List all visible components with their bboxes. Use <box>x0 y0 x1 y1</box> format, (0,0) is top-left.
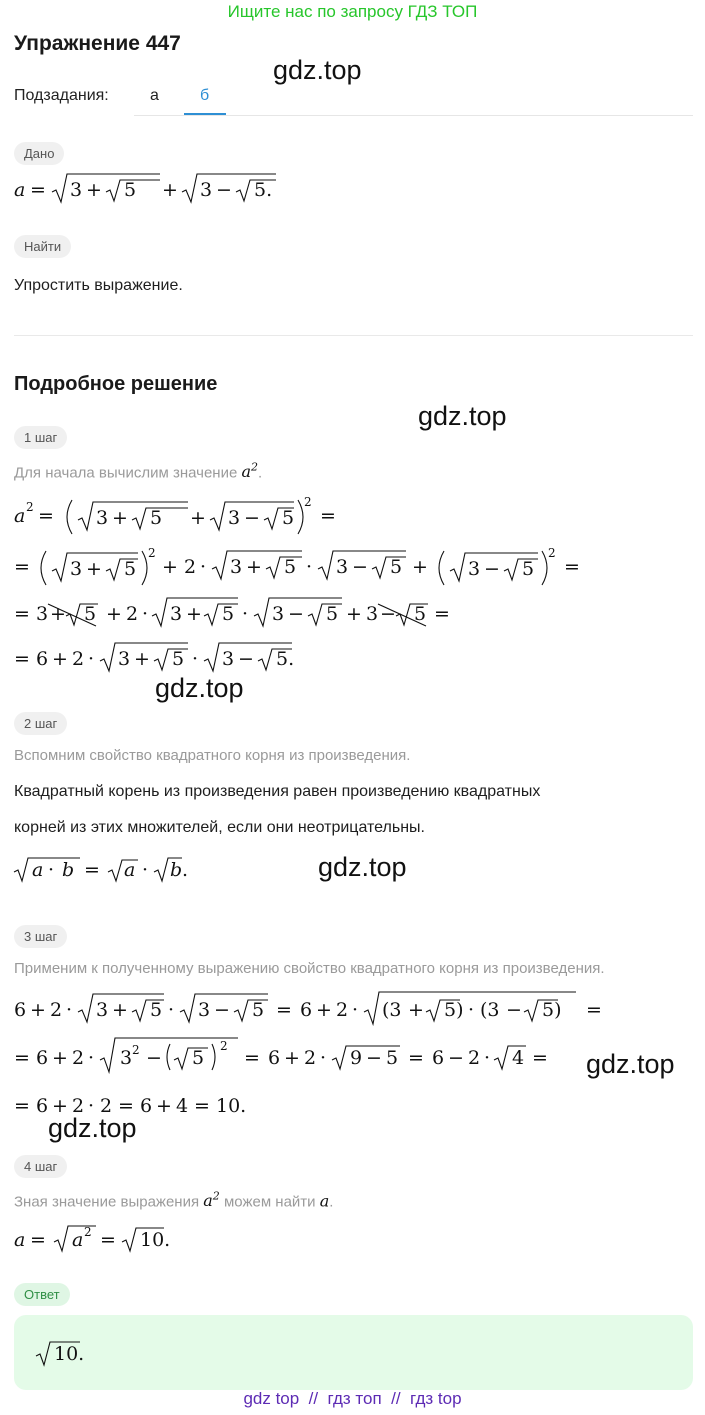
svg-text:·: · <box>168 999 175 1021</box>
search-banner[interactable]: Ищите нас по запросу ГДЗ ТОП <box>227 2 478 21</box>
svg-text:·: · <box>352 999 359 1021</box>
svg-text:+: + <box>162 179 178 201</box>
svg-text:+: + <box>112 999 128 1021</box>
watermark: gdz.top <box>155 673 244 703</box>
svg-text:−: − <box>238 648 254 670</box>
svg-text:5.: 5. <box>254 179 273 201</box>
svg-text:6: 6 <box>36 648 49 670</box>
svg-text:.: . <box>182 859 189 881</box>
svg-text:10.: 10. <box>216 1095 247 1117</box>
step-intro: Зная значение выражения $a^2$ можем найти a. <box>14 1190 334 1211</box>
svg-text:5: 5 <box>172 648 185 670</box>
svg-text:=: = <box>532 1047 548 1069</box>
tabs-divider <box>134 115 693 116</box>
svg-text:+: + <box>112 507 128 529</box>
svg-text:a: a <box>124 859 136 881</box>
svg-text:−: − <box>216 179 232 201</box>
svg-text:3: 3 <box>120 1047 133 1069</box>
svg-text:3: 3 <box>228 507 241 529</box>
step-pill: 2 шаг <box>14 712 67 735</box>
svg-text:−: − <box>380 603 396 625</box>
svg-text:3: 3 <box>170 603 183 625</box>
step3-line1 <box>14 990 634 1026</box>
subtasks-label: Подзадания: <box>14 87 109 104</box>
svg-text:·: · <box>48 859 55 881</box>
step-pill: 3 шаг <box>14 925 67 948</box>
svg-text:5: 5 <box>222 603 235 625</box>
svg-text:+: + <box>52 648 68 670</box>
svg-text:−: − <box>146 1047 162 1069</box>
svg-text:3: 3 <box>222 648 235 670</box>
svg-text:6: 6 <box>36 1047 49 1069</box>
step1-line4 <box>14 641 614 675</box>
svg-text:3: 3 <box>118 648 131 670</box>
svg-text:=: = <box>14 556 30 578</box>
svg-text:+: + <box>86 179 102 201</box>
svg-text:2: 2 <box>468 1047 481 1069</box>
svg-text:=: = <box>14 1047 30 1069</box>
svg-text:2: 2 <box>548 546 556 560</box>
answer-value <box>36 1340 156 1370</box>
svg-text:b: b <box>170 859 183 881</box>
svg-text:(3: (3 <box>382 999 402 1021</box>
svg-text:2: 2 <box>126 603 139 625</box>
find-text: Упростить выражение. <box>14 277 183 294</box>
svg-text:a: a <box>32 859 44 881</box>
section-divider <box>14 335 693 336</box>
svg-text:+: + <box>52 1095 68 1117</box>
svg-text:·: · <box>484 1047 491 1069</box>
svg-text:3: 3 <box>272 603 285 625</box>
svg-text:5): 5) <box>542 999 562 1021</box>
svg-text:6: 6 <box>36 1095 49 1117</box>
watermark: gdz.top <box>586 1049 675 1079</box>
step1-line3 <box>14 596 614 630</box>
svg-text:·: · <box>242 603 249 625</box>
svg-text:·: · <box>142 603 149 625</box>
svg-text:2: 2 <box>336 999 349 1021</box>
svg-text:=: = <box>84 859 100 881</box>
svg-text:=: = <box>118 1095 134 1117</box>
given-pill: Дано <box>14 142 64 165</box>
svg-text:+: + <box>186 603 202 625</box>
watermark: gdz.top <box>318 852 407 882</box>
svg-text:=: = <box>100 1229 116 1251</box>
step-pill: 1 шаг <box>14 426 67 449</box>
svg-text:5: 5 <box>84 603 97 625</box>
step1-line2 <box>14 545 614 585</box>
svg-text:+: + <box>86 558 102 580</box>
svg-text:=: = <box>14 1095 30 1117</box>
svg-text:3: 3 <box>36 603 49 625</box>
svg-text:6: 6 <box>140 1095 153 1117</box>
svg-text:·: · <box>468 999 475 1021</box>
svg-text:·: · <box>66 999 73 1021</box>
svg-text:+: + <box>50 603 66 625</box>
svg-text:·: · <box>142 859 149 881</box>
step1-line1 <box>14 494 614 534</box>
svg-text:2: 2 <box>148 546 156 560</box>
svg-text:=: = <box>408 1047 424 1069</box>
svg-text:6: 6 <box>432 1047 445 1069</box>
svg-text:3: 3 <box>230 556 243 578</box>
svg-text:a: a <box>14 1229 26 1251</box>
svg-text:−: − <box>448 1047 464 1069</box>
svg-text:+: + <box>408 999 424 1021</box>
svg-text:10.: 10. <box>54 1343 85 1365</box>
svg-text:·: · <box>306 556 313 578</box>
svg-text:4: 4 <box>176 1095 189 1117</box>
svg-text:5.: 5. <box>276 648 295 670</box>
svg-text:5: 5 <box>252 999 265 1021</box>
svg-text:2: 2 <box>220 1039 228 1053</box>
svg-text:−: − <box>484 558 500 580</box>
subtask-tab-b[interactable]: б <box>200 87 210 104</box>
svg-text:5: 5 <box>390 556 403 578</box>
footer-links[interactable]: gdz top // гдз топ // гдз top <box>243 1389 462 1408</box>
svg-text:·: · <box>320 1047 327 1069</box>
svg-text:+: + <box>30 999 46 1021</box>
rule-text-line2: корней из этих множителей, если они неотрицательны. <box>14 819 425 836</box>
svg-text:4: 4 <box>512 1047 525 1069</box>
svg-text:3: 3 <box>366 603 379 625</box>
step-intro: Применим к полученному выражению свойство квадратного корня из произведения. <box>14 960 605 977</box>
svg-text:=: = <box>320 505 336 527</box>
svg-text:=: = <box>244 1047 260 1069</box>
svg-text:=: = <box>14 603 30 625</box>
svg-text:a: a <box>72 1229 84 1251</box>
active-tab-indicator <box>184 113 226 115</box>
svg-text:+: + <box>134 648 150 670</box>
step-intro: Вспомним свойство квадратного корня из произведения. <box>14 747 411 764</box>
svg-text:5: 5 <box>150 999 163 1021</box>
svg-text:=: = <box>30 1229 46 1251</box>
svg-text:=: = <box>30 179 46 201</box>
svg-text:·: · <box>192 648 199 670</box>
svg-text:+: + <box>156 1095 172 1117</box>
svg-text:·: · <box>88 648 95 670</box>
svg-text:2: 2 <box>304 1047 317 1069</box>
svg-text:+: + <box>106 603 122 625</box>
svg-text:=: = <box>276 999 292 1021</box>
svg-text:3: 3 <box>70 558 83 580</box>
svg-text:5: 5 <box>522 558 535 580</box>
watermark: gdz.top <box>48 1113 137 1143</box>
svg-text:+: + <box>246 556 262 578</box>
svg-text:2: 2 <box>84 1225 92 1239</box>
svg-text:−: − <box>214 999 230 1021</box>
answer-pill: Ответ <box>14 1283 70 1306</box>
svg-text:3: 3 <box>468 558 481 580</box>
svg-text:+: + <box>162 556 178 578</box>
svg-text:5: 5 <box>124 179 137 201</box>
svg-text:+: + <box>412 556 428 578</box>
step4-formula <box>14 1222 214 1256</box>
svg-text:5: 5 <box>124 558 137 580</box>
svg-text:·: · <box>200 556 207 578</box>
svg-text:2: 2 <box>184 556 197 578</box>
svg-text:5): 5) <box>444 999 464 1021</box>
svg-text:10.: 10. <box>140 1229 171 1251</box>
svg-text:2: 2 <box>132 1043 140 1057</box>
svg-text:5: 5 <box>192 1047 205 1069</box>
watermark: gdz.top <box>273 55 362 85</box>
svg-text:+: + <box>346 603 362 625</box>
svg-text:2: 2 <box>26 500 34 514</box>
svg-text:5: 5 <box>150 507 163 529</box>
step3-line3 <box>14 1090 314 1120</box>
svg-text:2: 2 <box>72 648 85 670</box>
svg-text:2: 2 <box>72 1047 85 1069</box>
svg-text:−: − <box>352 556 368 578</box>
solution-title: Подробное решение <box>14 373 218 395</box>
svg-text:=: = <box>586 999 602 1021</box>
step3-line2 <box>14 1036 634 1076</box>
svg-text:5: 5 <box>284 556 297 578</box>
svg-text:6: 6 <box>300 999 313 1021</box>
svg-text:5: 5 <box>282 507 295 529</box>
svg-text:=: = <box>564 556 580 578</box>
svg-text:−: − <box>506 999 522 1021</box>
svg-text:−: − <box>366 1047 382 1069</box>
svg-text:=: = <box>194 1095 210 1117</box>
svg-text:2: 2 <box>100 1095 113 1117</box>
svg-text:−: − <box>244 507 260 529</box>
given-expression <box>14 170 314 206</box>
find-pill: Найти <box>14 235 71 258</box>
rule-text-line1: Квадратный корень из произведения равен произведению квадратных <box>14 783 541 800</box>
svg-text:3: 3 <box>200 179 213 201</box>
subtask-tab-a[interactable]: а <box>150 87 159 104</box>
svg-text:(3: (3 <box>480 999 500 1021</box>
svg-text:5: 5 <box>326 603 339 625</box>
svg-text:=: = <box>434 603 450 625</box>
svg-text:a: a <box>14 179 26 201</box>
svg-text:=: = <box>38 505 54 527</box>
svg-text:6: 6 <box>268 1047 281 1069</box>
svg-text:−: − <box>288 603 304 625</box>
svg-text:6: 6 <box>14 999 27 1021</box>
svg-text:b: b <box>62 859 75 881</box>
step2-formula <box>14 852 214 886</box>
svg-text:2: 2 <box>72 1095 85 1117</box>
svg-text:+: + <box>284 1047 300 1069</box>
watermark: gdz.top <box>418 401 507 431</box>
step-pill: 4 шаг <box>14 1155 67 1178</box>
svg-text:+: + <box>52 1047 68 1069</box>
svg-text:2: 2 <box>50 999 63 1021</box>
svg-text:3: 3 <box>96 507 109 529</box>
svg-text:=: = <box>14 648 30 670</box>
svg-text:3: 3 <box>336 556 349 578</box>
svg-text:3: 3 <box>96 999 109 1021</box>
svg-text:5: 5 <box>386 1047 399 1069</box>
svg-text:9: 9 <box>350 1047 363 1069</box>
page-title: Упражнение 447 <box>14 32 181 55</box>
step-intro: Для начала вычислим значение $a^2$. <box>14 461 263 482</box>
svg-text:3: 3 <box>70 179 83 201</box>
svg-text:2: 2 <box>304 495 312 509</box>
svg-text:·: · <box>88 1047 95 1069</box>
svg-text:a: a <box>14 505 26 527</box>
svg-text:·: · <box>88 1095 95 1117</box>
svg-text:3: 3 <box>198 999 211 1021</box>
svg-text:+: + <box>316 999 332 1021</box>
svg-text:5: 5 <box>414 603 427 625</box>
svg-text:+: + <box>190 507 206 529</box>
